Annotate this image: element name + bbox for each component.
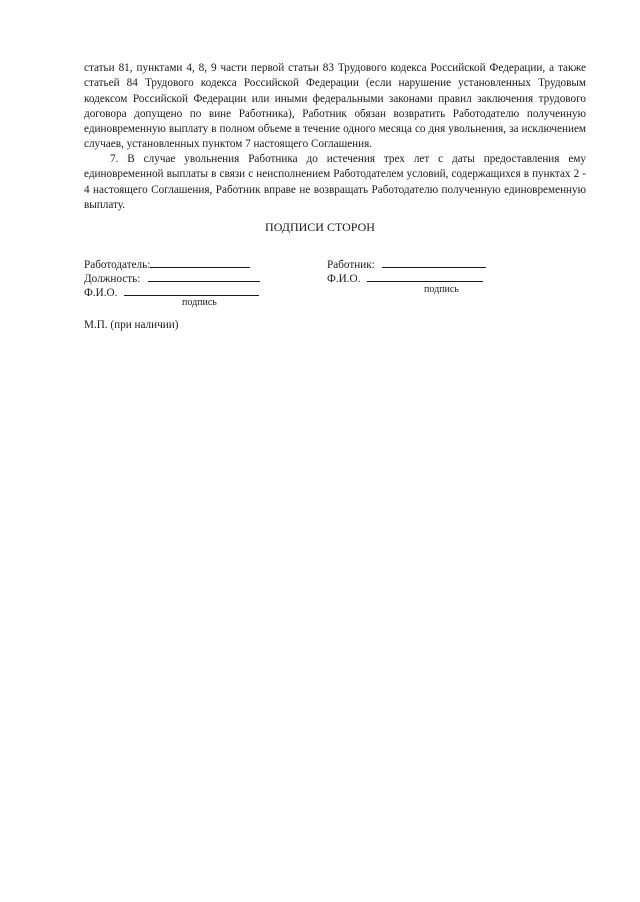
employee-fio-blank bbox=[367, 271, 483, 282]
employer-signature-caption: подпись bbox=[182, 297, 217, 308]
body-paragraph-1: статьи 81, пунктами 4, 8, 9 части первой статьи 83 Трудового кодекса Российской Федерации, а также статьей 84 Трудового кодекса Российской Федерации (если нарушение установленных Трудовым кодексом Российской Федерации или иными федеральными законами правил заключения трудового договора допущено по вине Работника), Работник обязан возвратить Работодателю полученную единовременную выплату в полном объеме в течение одного месяца со дня увольнения, за исключением случаев, установленных пунктом 7 настоящего Соглашения. bbox=[84, 62, 586, 151]
employer-position-blank bbox=[148, 271, 260, 282]
employer-position-row bbox=[84, 271, 260, 286]
seal-note: М.П. (при наличии) bbox=[84, 319, 179, 331]
employee-fio-row bbox=[327, 271, 483, 286]
employee-signature-blank bbox=[382, 257, 486, 268]
signatures-heading: ПОДПИСИ СТОРОН bbox=[265, 220, 375, 234]
employer-signature-blank bbox=[150, 257, 250, 268]
employee-label: Работник: bbox=[327, 259, 375, 271]
employer-fio-blank bbox=[124, 285, 259, 296]
body-paragraph-2: 7. В случае увольнения Работника до истечения трех лет с даты предоставления ему единовременной выплаты в связи с неисполнением Работодателем условий, содержащихся в пунктах 2 - 4 настоящего Соглашения, Работник вправе не возвращать Работодателю полученную единовременную выплату. bbox=[84, 153, 586, 211]
employer-label: Работодатель: bbox=[84, 259, 151, 271]
employee-signature-caption: подпись bbox=[424, 284, 459, 295]
employer-row bbox=[84, 257, 250, 272]
employee-row bbox=[327, 257, 486, 272]
employer-fio-label: Ф.И.О. bbox=[84, 287, 118, 299]
employer-fio-row bbox=[84, 285, 259, 300]
employer-position-label: Должность: bbox=[84, 273, 141, 285]
employee-fio-label: Ф.И.О. bbox=[327, 273, 361, 285]
